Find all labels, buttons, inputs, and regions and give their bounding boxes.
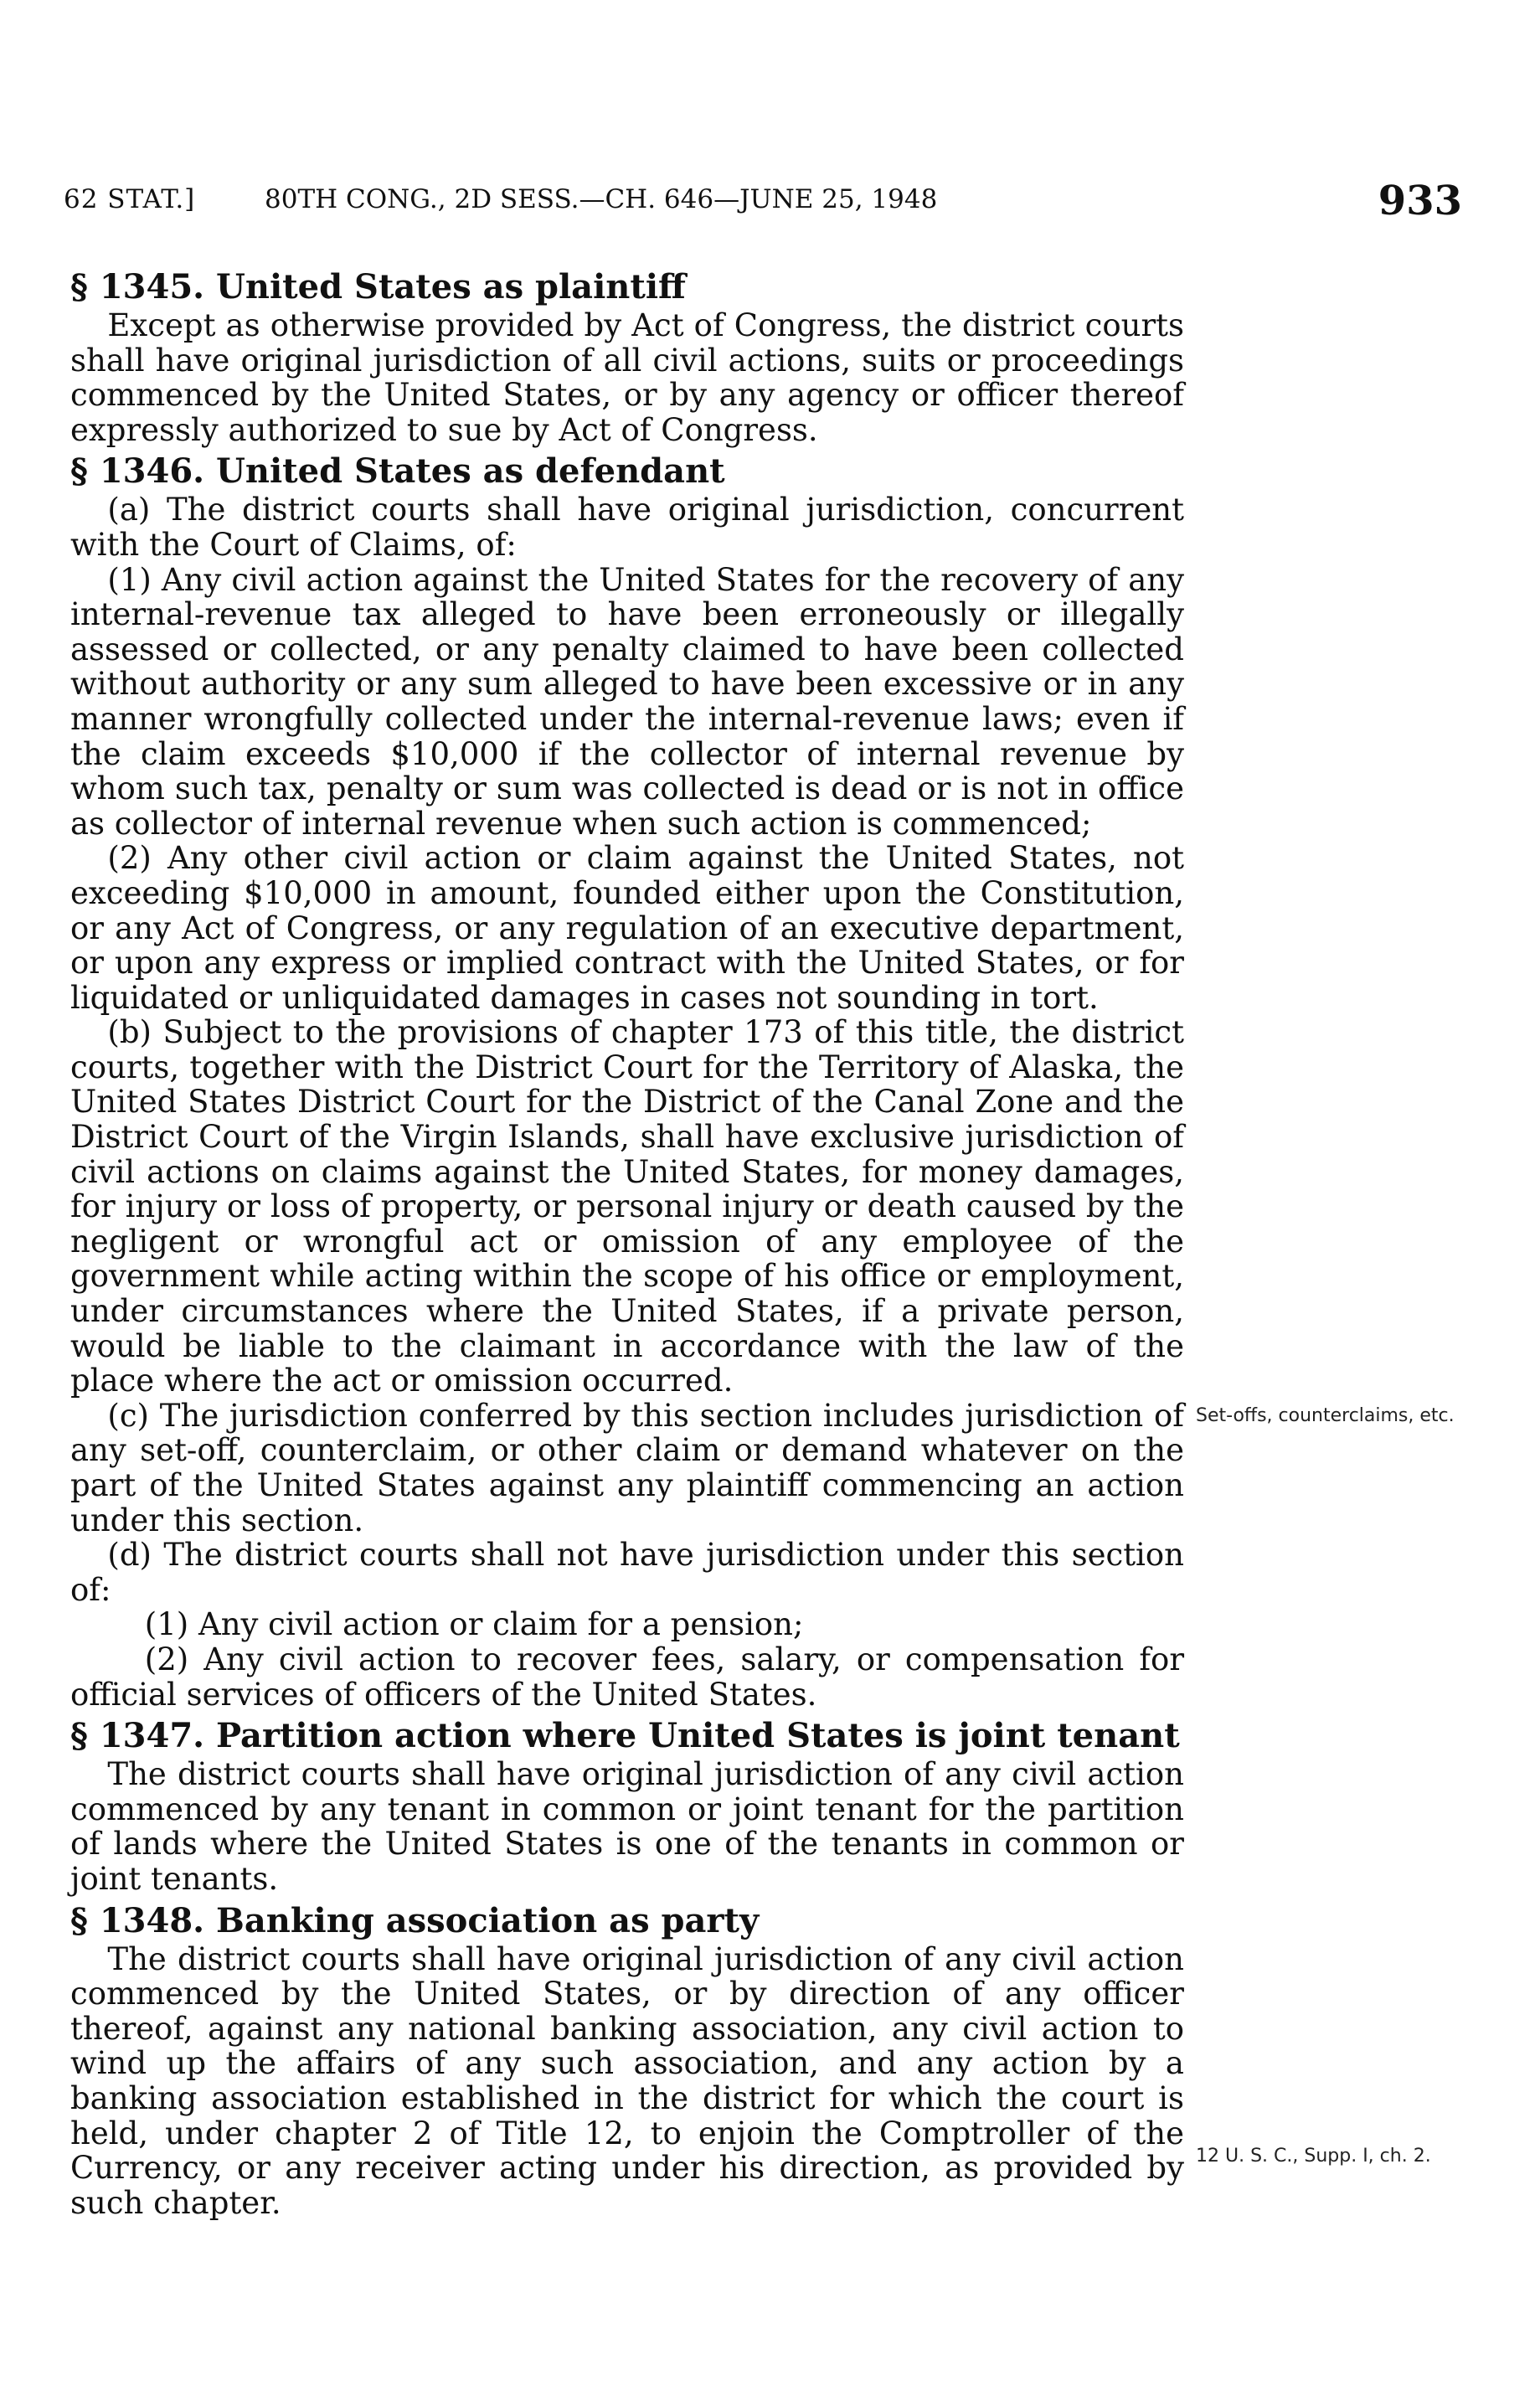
section-1347-text: The district courts shall have original jurisdiction of any civil action commenced by any tenant in common or joint tenant for the partition of lands where the United States is one of the tenants in common or joint tenants. xyxy=(70,1756,1184,1897)
statute-volume: 62 STAT.] xyxy=(64,184,196,214)
section-1346-heading: § 1346. United States as defendant xyxy=(70,451,725,492)
margin-note-usc: 12 U. S. C., Supp. I, ch. 2. xyxy=(1196,2146,1431,2167)
margin-note-setoffs: Set-offs, counterclaims, etc. xyxy=(1196,1405,1455,1426)
page-number: 933 xyxy=(1378,178,1462,224)
section-1345-heading: § 1345. United States as plaintiff xyxy=(70,267,686,307)
section-1346-b: (b) Subject to the provisions of chapter 173 of this title, the district courts, together with the District Court for the Territory of Alaska, the United States District Court for the District of the Canal Zone and the District Court of the Virgin Islands, shall have exclusive jurisdiction of civil actions on claims against the United States, for money damages, for injury or loss of property, or personal injury or death caused by the negligent or wrongful act or omission of any employee of the government while acting within the scope of his office or employment, under circumstances where the United States, if a private person, would be liable to the claimant in accordance with the law of the place where the act or omission occurred. xyxy=(70,1014,1184,1399)
session-chapter-line: 80TH CONG., 2D SESS.—CH. 646—JUNE 25, 1948 xyxy=(265,184,938,214)
section-1346-d2: (2) Any civil action to recover fees, salary, or compensation for official services of officers of the United States. xyxy=(70,1641,1184,1713)
statute-body xyxy=(70,263,1184,2220)
section-1346-c: (c) The jurisdiction conferred by this section includes jurisdiction of any set-off, counterclaim, or other claim or demand whatever on the part of the United States against any plaintiff commencing an action under this section. xyxy=(70,1397,1184,1538)
page-header xyxy=(64,164,1462,231)
section-1346-a1: (1) Any civil action against the United States for the recovery of any internal-revenue tax alleged to have been erroneously or illegally assessed or collected, or any penalty claimed to have been collected without authority or any sum alleged to have been excessive or in any manner wrongfully collected under the internal-revenue laws; even if the claim exceeds $10,000 if the collector of internal revenue by whom such tax, penalty or sum was collected is dead or is not in office as collector of internal revenue when such action is commenced; xyxy=(70,561,1184,842)
section-1346-a: (a) The district courts shall have original jurisdiction, concurrent with the Court of Claims, of: xyxy=(70,492,1184,563)
section-1346-d: (d) The district courts shall not have jurisdiction under this section of: xyxy=(70,1537,1184,1608)
section-1346-a2: (2) Any other civil action or claim against the United States, not exceeding $10,000 in amount, founded either upon the Constitution, or any Act of Congress, or any regulation of an executive department, or upon any express or implied contract with the United States, or for liquidated or unliquidated damages in cases not sounding in tort. xyxy=(70,840,1184,1016)
section-1348-heading: § 1348. Banking association as party xyxy=(70,1900,760,1940)
section-1346-d1: (1) Any civil action or claim for a pension; xyxy=(144,1606,804,1643)
section-1348-text: The district courts shall have original jurisdiction of any civil action commenced by the United States, or by direction of any officer thereof, against any national banking association, any civil action to wind up the affairs of any such association, and any action by a banking association established in the district for which the court is held, under chapter 2 of Title 12, to enjoin the Comptroller of the Currency, or any receiver acting under his direction, as provided by such chapter. xyxy=(70,1940,1184,2221)
section-1347-heading: § 1347. Partition action where United States is joint tenant xyxy=(70,1716,1180,1756)
section-1345-text: Except as otherwise provided by Act of Congress, the district courts shall have original jurisdiction of all civil actions, suits or proceedings commenced by the United States, or by any agency or officer thereof expressly authorized to sue by Act of Congress. xyxy=(70,307,1184,448)
